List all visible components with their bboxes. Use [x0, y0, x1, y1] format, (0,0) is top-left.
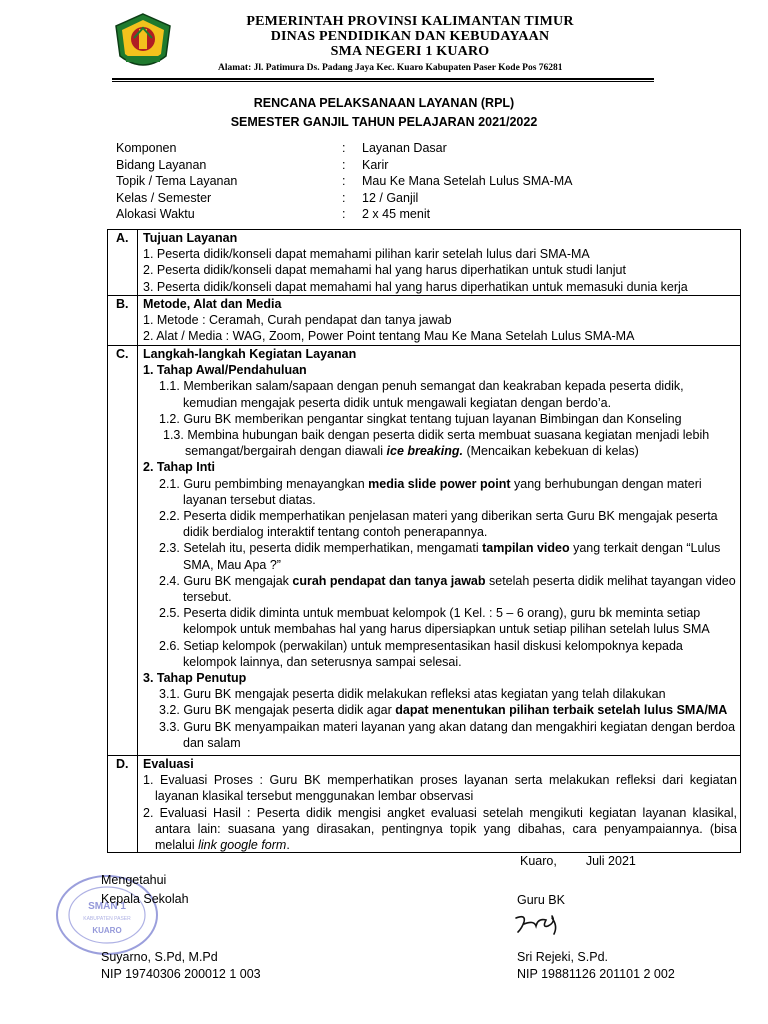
- section-a-tujuan: [143, 230, 737, 295]
- step-item: 2.6. Setiap kelompok (perwakilan) untuk mempresentasikan hasil diskusi kelompoknya kepada kelompok lainnya, dan seterusnya sampai selesai.: [159, 638, 683, 669]
- step-emphasis: media slide power point: [368, 476, 511, 491]
- place-date: [520, 854, 636, 868]
- step-emphasis: dapat menentukan pilihan terbaik setelah lulus SMA/MA: [395, 703, 728, 718]
- school-name: SMA NEGERI 1 KUARO: [330, 44, 490, 59]
- phase-title: 2. Tahap Inti: [143, 460, 215, 475]
- section-b-metode: [143, 296, 737, 345]
- step-item: 2.2. Peserta didik memperhatikan penjelasan materi yang diberikan serta Guru BK mengajak peserta didik berdialog interaktif tentang contoh penerapannya.: [159, 509, 718, 540]
- meta-label: Kelas / Semester: [116, 190, 212, 205]
- section-b-letter: B.: [116, 297, 129, 311]
- step-text: yang terkait dengan “Lulus SMA, Mau Apa ?”: [183, 541, 721, 572]
- step-text: 2.1. Guru pembimbing menayangkan: [159, 476, 369, 491]
- meta-row-bidang: [116, 157, 573, 174]
- step-item: [143, 476, 737, 508]
- step-text: 2.3. Setelah itu, peserta didik memperhatikan, mengamati: [159, 541, 483, 556]
- counselor-nip: NIP 19881126 201101 2 002: [517, 967, 675, 981]
- evaluation-link-text: link google form: [198, 838, 287, 853]
- counselor-role: Guru BK: [517, 893, 565, 907]
- list-item: 1. Peserta didik/konseli dapat memahami pilihan karir setelah lulus dari SMA-MA: [143, 247, 590, 262]
- letterhead-text: [190, 14, 630, 59]
- evaluation-text: 2. Evaluasi Hasil : Peserta didik mengisi angket evaluasi setelah mengikuti kegiatan layanan klasikal, antara lain: suasana yang dirasakan, pentingnya topik yang dibahas, cara penyampaiannya. (bisa melalui: [143, 805, 737, 853]
- list-item: 2. Peserta didik/konseli dapat memahami hal yang harus diperhatikan untuk studi lanjut: [143, 263, 626, 278]
- meta-value: 2 x 45 menit: [362, 207, 431, 221]
- step-item: [143, 540, 737, 572]
- letterhead: [0, 0, 768, 90]
- section-d-evaluasi: [143, 756, 737, 853]
- document-title: RENCANA PELAKSANAAN LAYANAN (RPL): [253, 96, 515, 110]
- meta-colon: :: [342, 157, 346, 172]
- meta-value: Layanan Dasar: [362, 141, 447, 155]
- step-text: setelah peserta didik melihat tayangan video tersebut.: [183, 573, 736, 605]
- section-title: Metode, Alat dan Media: [143, 297, 282, 311]
- step-text: 2.4. Guru BK mengajak: [159, 573, 293, 588]
- letterhead-divider: [112, 78, 654, 80]
- government-name: PEMERINTAH PROVINSI KALIMANTAN TIMUR: [246, 14, 574, 29]
- step-item: 2.5. Peserta didik diminta untuk membuat kelompok (1 Kel. : 5 – 6 orang), guru bk meminta setiap kelompok untuk membahas hal yang harus dipersiapkan untuk setiap pilihan setelah lulus SMA: [159, 606, 710, 637]
- evaluation-item: [143, 805, 737, 854]
- table-column-divider: [137, 229, 138, 853]
- stamp-ring-text: KABUPATEN PASER: [83, 916, 131, 922]
- letterhead-divider-thin: [112, 81, 654, 82]
- section-title: Evaluasi: [143, 757, 194, 771]
- date: Juli 2021: [585, 854, 636, 868]
- stamp-school-text: SMAN 1: [88, 901, 126, 912]
- phase-title: 3. Tahap Penutup: [143, 671, 247, 686]
- section-title: Tujuan Layanan: [143, 231, 238, 245]
- list-item: 3. Peserta didik/konseli dapat memahami hal yang harus diperhatikan untuk memasuki dunia kerja: [143, 279, 688, 294]
- document-subtitle: SEMESTER GANJIL TAHUN PELAJARAN 2021/2022: [230, 115, 538, 129]
- meta-colon: :: [342, 207, 346, 221]
- principal-nip: NIP 19740306 200012 1 003: [101, 967, 261, 981]
- evaluation-item: 1. Evaluasi Proses : Guru BK memperhatikan proses layanan serta melakukan refleksi dari kegiatan layanan klasikal tersebut menggunakan lembar observasi: [143, 773, 737, 804]
- step-item: 1.2. Guru BK memberikan pengantar singkat tentang tujuan layanan Bimbingan dan Konseling: [159, 411, 682, 426]
- principal-role: Kepala Sekolah: [101, 892, 189, 906]
- meta-row-komponen: [116, 140, 573, 157]
- meta-label: Alokasi Waktu: [116, 207, 195, 221]
- phase-title: 1. Tahap Awal/Pendahuluan: [143, 363, 307, 378]
- section-c-letter: C.: [116, 347, 129, 361]
- meta-row-alokasi: [116, 206, 573, 223]
- school-address: Alamat: Jl. Patimura Ds. Padang Jaya Kec. Kuaro Kabupaten Paser Kode Pos 76281: [218, 63, 563, 73]
- step-emphasis: ice breaking.: [386, 444, 463, 459]
- step-text: (Mencaikan kebekuan di kelas): [462, 444, 639, 459]
- plan-metadata: [116, 140, 573, 223]
- stamp-place-text: KUARO: [92, 926, 122, 935]
- meta-label: Komponen: [116, 141, 177, 155]
- meta-value: Karir: [362, 157, 389, 172]
- handwritten-signature-icon: [512, 912, 572, 938]
- section-c-langkah: [143, 346, 737, 751]
- counselor-name: Sri Rejeki, S.Pd.: [517, 950, 609, 964]
- step-item: [143, 573, 737, 605]
- meta-label: Topik / Tema Layanan: [116, 174, 238, 188]
- section-title: Langkah-langkah Kegiatan Layanan: [143, 347, 357, 361]
- kaltim-province-emblem-icon: [112, 12, 174, 74]
- principal-name: Suyarno, S.Pd, M.Pd: [101, 950, 218, 964]
- evaluation-text: .: [286, 838, 290, 853]
- step-item: [143, 427, 737, 459]
- section-d-letter: D.: [116, 757, 129, 771]
- list-item: 2. Alat / Media : WAG, Zoom, Power Point tentang Mau Ke Mana Setelah Lulus SMA-MA: [143, 329, 635, 344]
- meta-value: 12 / Ganjil: [362, 190, 419, 205]
- step-text: yang berhubungan dengan materi layanan tersebut diatas.: [183, 476, 702, 507]
- step-item: 3.3. Guru BK menyampaikan materi layanan yang akan datang dan mengakhiri kegiatan dengan berdoa dan salam: [159, 719, 736, 750]
- step-item: 1.1. Memberikan salam/sapaan dengan penuh semangat dan keakraban kepada peserta didik, kemudian mengajak peserta didik untuk mengawali kegiatan dengan berdo’a.: [159, 379, 684, 410]
- acknowledgement-heading: Mengetahui: [101, 873, 167, 887]
- step-text: 3.2. Guru BK mengajak peserta didik agar: [159, 703, 396, 718]
- step-emphasis: curah pendapat dan tanya jawab: [292, 573, 486, 588]
- department-name: DINAS PENDIDIKAN DAN KEBUDAYAAN: [270, 29, 550, 44]
- step-item: [143, 702, 737, 718]
- meta-colon: :: [342, 190, 346, 205]
- place: Kuaro,: [520, 854, 557, 868]
- step-emphasis: tampilan video: [482, 541, 570, 556]
- meta-value: Mau Ke Mana Setelah Lulus SMA-MA: [362, 174, 573, 188]
- meta-row-topik: [116, 173, 573, 190]
- step-item: 3.1. Guru BK mengajak peserta didik melakukan refleksi atas kegiatan yang telah dilakukan: [159, 687, 666, 702]
- list-item: 1. Metode : Ceramah, Curah pendapat dan tanya jawab: [143, 313, 452, 328]
- section-a-letter: A.: [116, 231, 129, 245]
- step-text: 1.3. Membina hubungan baik dengan peserta didik serta membuat suasana kegiatan menjadi lebih semangat/bergairah dengan diawali: [163, 428, 710, 459]
- meta-row-kelas: [116, 190, 573, 207]
- meta-colon: :: [342, 141, 346, 155]
- meta-colon: :: [342, 174, 346, 188]
- meta-label: Bidang Layanan: [116, 157, 207, 172]
